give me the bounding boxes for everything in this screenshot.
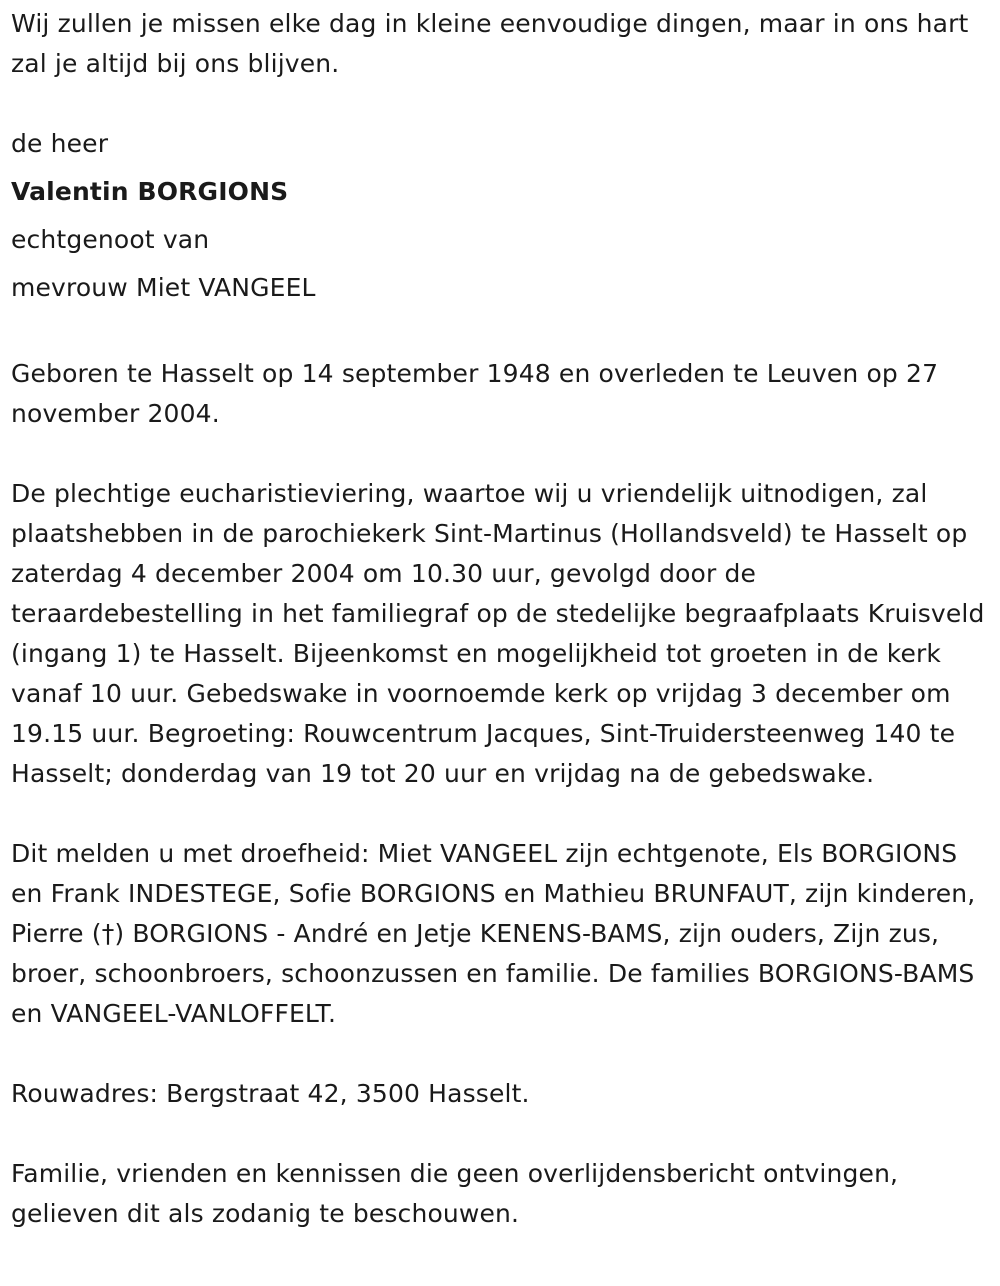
- spacer: [11, 1114, 986, 1154]
- ceremony-paragraph: De plechtige eucharistieviering, waartoe wij u vriendelijk uitnodigen, zal plaatshebben in de parochiekerk Sint-Martinus (Hollandsveld) te Hasselt op zaterdag 4 december 2004 om 10.30 uur, gevolgd door de teraardebestelling in het familiegraf op de stedelijke begraafplaats Kruisveld (ingang 1) te Hasselt. Bijeenkomst en mogelijkheid tot groeten in de kerk vanaf 10 uur. Gebedswake in voornoemde kerk op vrijdag 3 december om 19.15 uur. Begroeting: Rouwcentrum Jacques, Sint-Truidersteenweg 140 te Hasselt; donderdag van 19 tot 20 uur en vrijdag na de gebedswake.: [11, 479, 985, 788]
- birth-death-paragraph: Geboren te Hasselt op 14 september 1948 en overleden te Leuven op 27 november 2004.: [11, 359, 939, 428]
- spacer: [11, 1034, 986, 1074]
- spacer: [11, 84, 986, 124]
- spacer: [11, 434, 986, 474]
- spouse-name: mevrouw Miet VANGEEL: [11, 273, 316, 302]
- announcers-paragraph: Dit melden u met droefheid: Miet VANGEEL zijn echtgenote, Els BORGIONS en Frank INDESTEGE, Sofie BORGIONS en Mathieu BRUNFAUT, zijn kinderen, Pierre (†) BORGIONS - André en Jetje KENENS-BAMS, zijn ouders, Zijn zus, broer, schoonbroers, schoonzussen en familie. De families BORGIONS-BAMS en VANGEEL-VANLOFFELT.: [11, 839, 976, 1028]
- relation-label: echtgenoot van: [11, 225, 210, 254]
- spacer: [11, 794, 986, 834]
- closing-note: Familie, vrienden en kennissen die geen overlijdensbericht ontvingen, gelieven dit als zodanig te beschouwen.: [11, 1159, 899, 1228]
- deceased-name: Valentin BORGIONS: [11, 177, 289, 206]
- honorific-title: de heer: [11, 129, 109, 158]
- spacer: [11, 314, 986, 354]
- opening-quote: Wij zullen je missen elke dag in kleine eenvoudige dingen, maar in ons hart zal je altijd bij ons blijven.: [11, 9, 969, 78]
- deceased-block: [11, 120, 986, 312]
- mourning-address: Rouwadres: Bergstraat 42, 3500 Hasselt.: [11, 1079, 530, 1108]
